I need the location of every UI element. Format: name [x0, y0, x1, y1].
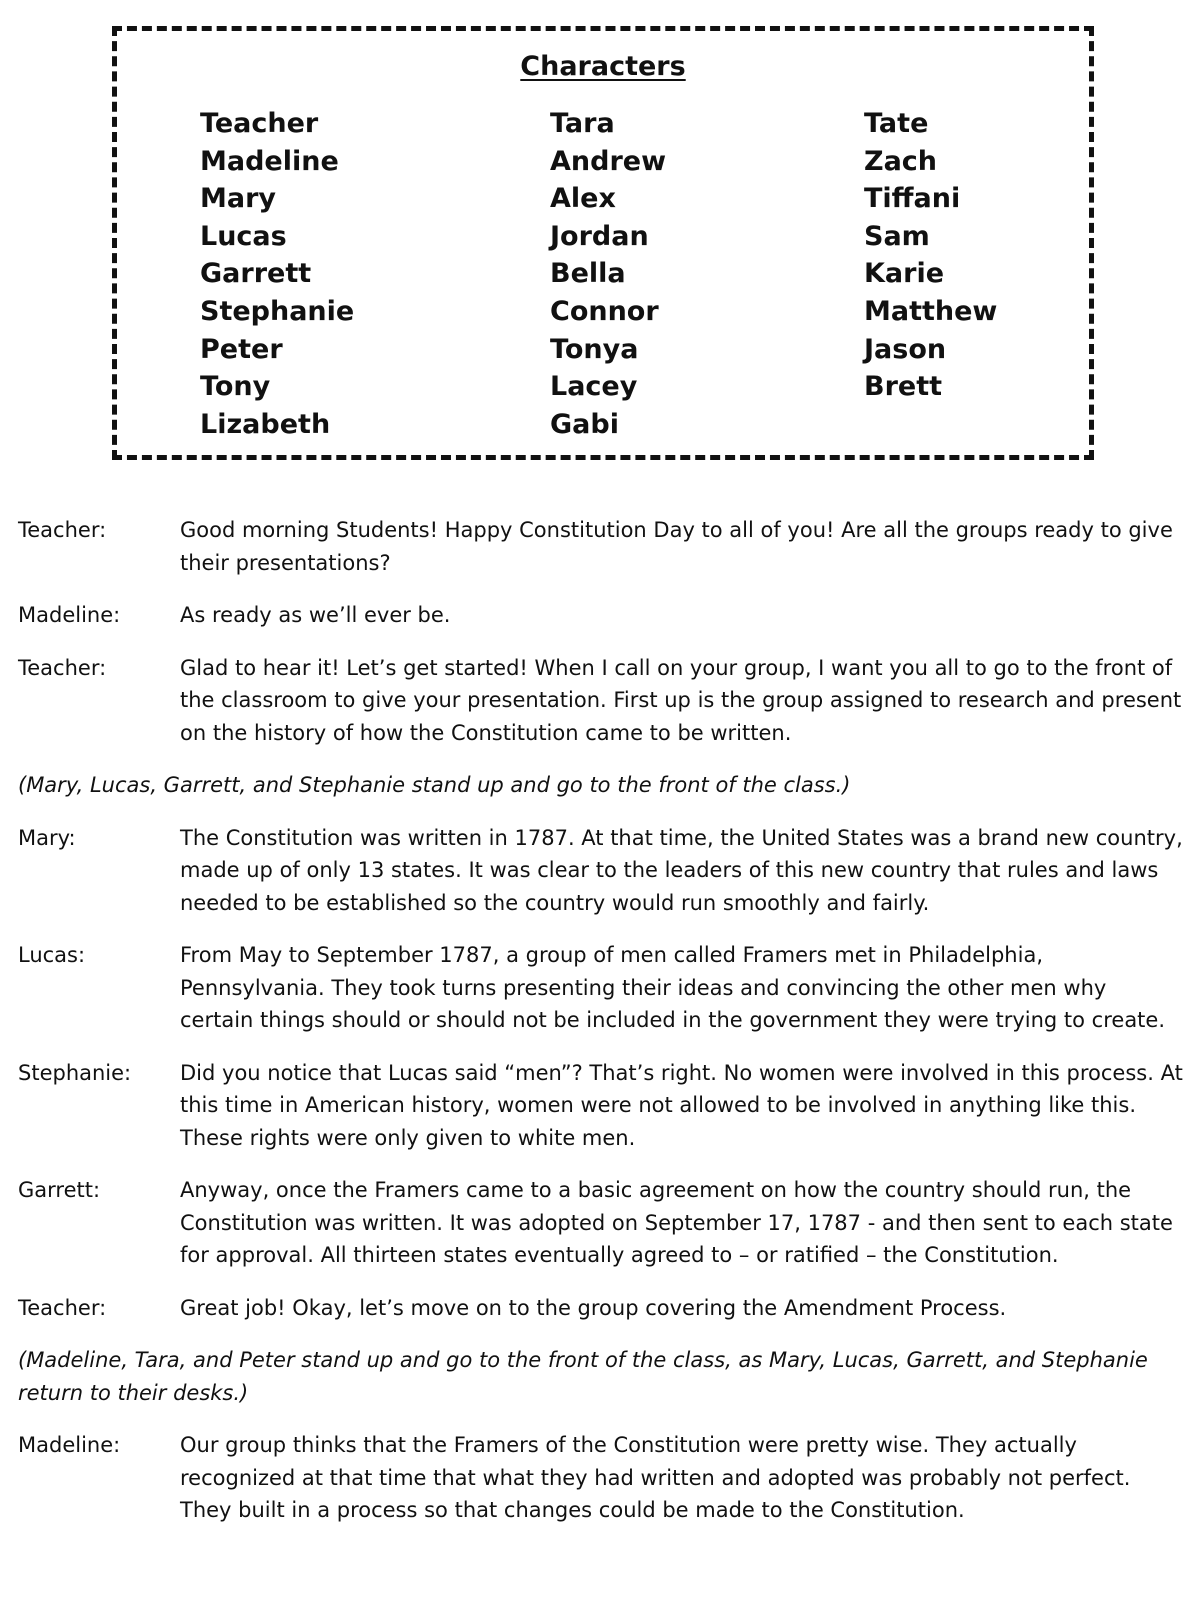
dialogue-text: Good morning Students! Happy Constitution Day to all of you! Are all the groups ready to give their presentations?	[180, 518, 1173, 575]
dialogue-text: Did you notice that Lucas said “men”? That’s right. No women were involved in this process. At this time in American history, women were not allowed to be involved in anything like this. These rights were only given to white men.	[180, 1060, 1183, 1150]
dialogue-line	[18, 939, 1186, 1037]
character-name: Matthew	[864, 295, 998, 327]
character-name: Alex	[550, 183, 616, 215]
dialogue-text: Anyway, once the Framers came to a basic agreement on how the country should run, the Constitution was written. It was adopted on September 17, 1787 - and then sent to each state for approval. All thirteen states eventually agreed to – or ratified – the Constitution.	[180, 1178, 1173, 1267]
dialogue-text: As ready as we’ll ever be.	[180, 603, 451, 627]
character-name: Tiffani	[864, 183, 961, 215]
dialogue-text: Our group thinks that the Framers of the Constitution were pretty wise. They actually recognized at that time that what they had written and adopted was probably not perfect. They built in a process so that changes could be made to the Constitution.	[180, 1433, 1131, 1522]
character-name: Lucas	[200, 220, 287, 252]
character-name: Connor	[550, 295, 659, 327]
character-name: Gabi	[550, 408, 619, 440]
script-body	[18, 514, 1186, 1547]
character-name: Jordan	[550, 220, 649, 252]
speaker-name: Teacher:	[18, 1295, 107, 1320]
speaker-name: Garrett:	[18, 1178, 101, 1202]
dialogue-text: The Constitution was written in 1787. At that time, the United States was a brand new country, made up of only 13 states. It was clear to the leaders of this new country that rules and laws needed to be established so the country would run smoothly and fairly.	[180, 825, 1183, 915]
character-name: Bella	[550, 258, 626, 290]
speaker-name: Teacher:	[18, 655, 107, 680]
dialogue-line	[18, 1057, 1186, 1155]
character-name: Madeline	[200, 145, 339, 177]
character-name: Stephanie	[200, 295, 355, 327]
dialogue-line	[18, 652, 1186, 750]
characters-title: Characters	[520, 51, 686, 82]
speaker-name: Mary:	[18, 825, 76, 850]
character-name: Zach	[864, 145, 938, 177]
stage-direction: (Mary, Lucas, Garrett, and Stephanie stand up and go to the front of the class.)	[18, 773, 851, 797]
dialogue-line	[18, 1292, 1186, 1325]
characters-box	[112, 26, 1094, 460]
stage-direction: (Madeline, Tara, and Peter stand up and go to the front of the class, as Mary, Lucas, Garrett, and Stephanie return to their desks.)	[18, 1348, 1148, 1405]
dialogue-text: Great job! Okay, let’s move on to the group covering the Amendment Process.	[180, 1295, 1007, 1320]
character-name: Tate	[864, 108, 929, 139]
dialogue-line	[18, 822, 1186, 920]
dialogue-line	[18, 1429, 1186, 1527]
character-name: Garrett	[200, 258, 312, 290]
character-name: Sam	[864, 220, 930, 252]
speaker-name: Madeline:	[18, 603, 121, 627]
speaker-name: Teacher:	[18, 518, 107, 542]
character-name: Peter	[200, 333, 283, 365]
character-name: Tonya	[550, 333, 639, 365]
character-name: Mary	[200, 183, 277, 215]
character-name: Karie	[864, 258, 945, 290]
character-column-3	[864, 105, 997, 406]
speaker-name: Stephanie:	[18, 1060, 132, 1085]
speaker-name: Lucas:	[18, 943, 86, 967]
character-name: Lacey	[550, 371, 638, 403]
character-name: Teacher	[200, 108, 319, 139]
character-name: Tony	[200, 371, 271, 403]
dialogue-line	[18, 599, 1186, 632]
dialogue-text: From May to September 1787, a group of men called Framers met in Philadelphia, Pennsylvania. They took turns presenting their ideas and convincing the other men why certain things should or should not be included in the government they were trying to create.	[180, 943, 1166, 1032]
speaker-name: Madeline:	[18, 1433, 121, 1457]
dialogue-line	[18, 1174, 1186, 1272]
character-name: Andrew	[550, 145, 667, 177]
dialogue-text: Glad to hear it! Let’s get started! When I call on your group, I want you all to go to the front of the classroom to give your presentation. First up is the group assigned to research and present on the history of how the Constitution came to be written.	[180, 655, 1182, 745]
character-name: Tara	[550, 108, 615, 139]
dialogue-line	[18, 514, 1186, 579]
character-column-1	[200, 105, 354, 443]
character-name: Jason	[864, 333, 947, 365]
character-name: Lizabeth	[200, 408, 331, 440]
character-name: Brett	[864, 371, 943, 403]
character-column-2	[550, 105, 666, 443]
